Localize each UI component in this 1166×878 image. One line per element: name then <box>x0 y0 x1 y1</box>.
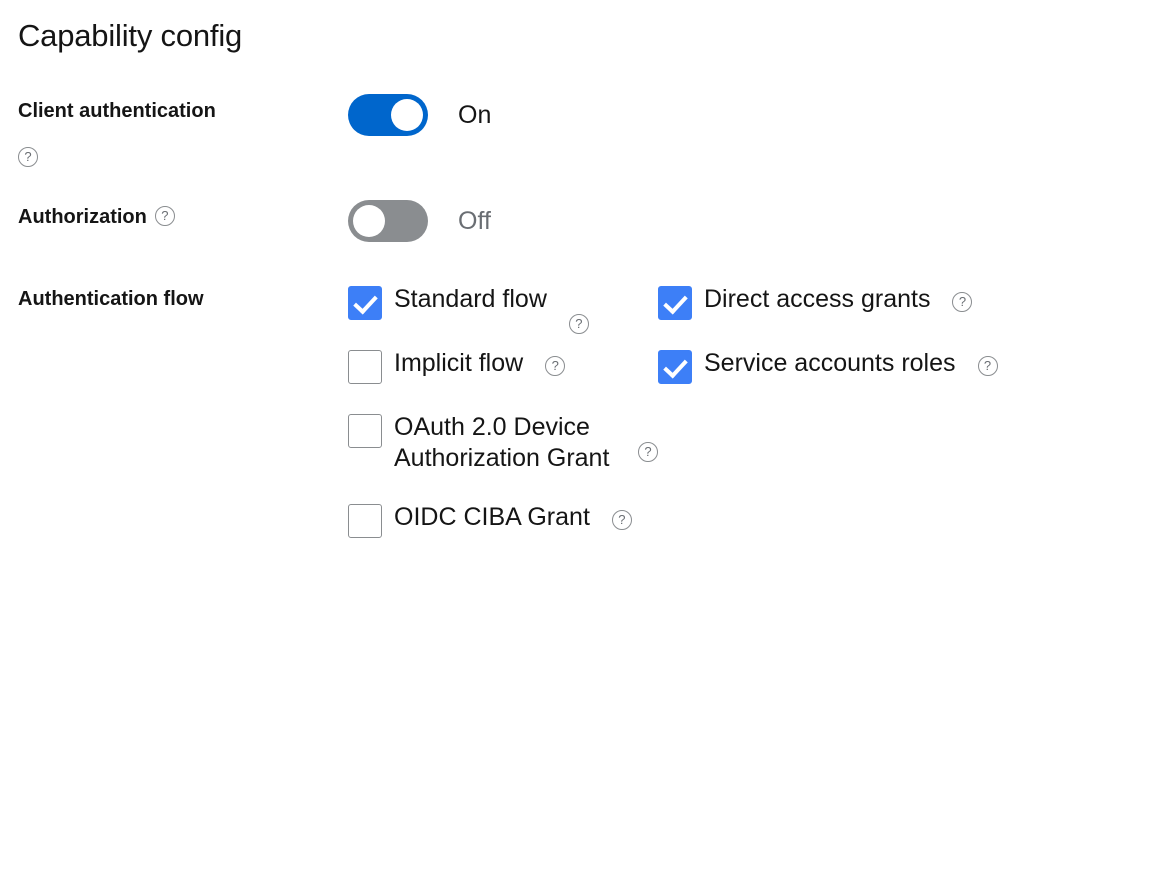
help-circle-icon[interactable] <box>155 206 175 226</box>
client-authentication-row <box>18 94 1146 166</box>
authorization-row <box>18 200 1146 242</box>
help-circle-icon[interactable] <box>952 292 972 312</box>
client-authentication-label <box>18 94 348 166</box>
direct-access-grants-label: Direct access grants <box>704 285 931 313</box>
help-circle-icon[interactable] <box>18 147 38 167</box>
authorization-label-text: Authorization <box>18 206 147 228</box>
authentication-flow-label-text: Authentication flow <box>18 288 204 310</box>
implicit-flow-checkbox[interactable] <box>348 350 382 384</box>
authorization-control <box>348 200 491 242</box>
checkbox-item-direct-access-grants[interactable] <box>658 276 1146 340</box>
authorization-toggle-label: Off <box>458 207 491 235</box>
help-glyph: ? <box>983 358 992 373</box>
authentication-flow-options <box>348 276 1146 558</box>
standard-flow-checkbox[interactable] <box>348 286 382 320</box>
oidc-ciba-grant-checkbox[interactable] <box>348 504 382 538</box>
help-glyph: ? <box>161 208 169 223</box>
client-authentication-toggle[interactable] <box>348 94 428 136</box>
oauth-device-authorization-grant-checkbox[interactable] <box>348 414 382 448</box>
help-glyph: ? <box>575 316 583 331</box>
oidc-ciba-grant-label: OIDC CIBA Grant <box>394 503 590 531</box>
authorization-toggle[interactable] <box>348 200 428 242</box>
oauth-device-authorization-grant-label: OAuth 2.0 Device Authorization Grant <box>394 413 610 472</box>
help-glyph: ? <box>551 358 559 373</box>
spacer-cell <box>658 494 1146 558</box>
help-circle-icon[interactable] <box>612 510 632 530</box>
authentication-flow-label <box>18 276 348 312</box>
help-glyph: ? <box>958 294 967 309</box>
client-authentication-help-wrap <box>18 140 348 166</box>
authorization-label <box>18 200 348 230</box>
client-authentication-toggle-label: On <box>458 101 492 129</box>
toggle-knob <box>353 205 385 237</box>
spacer-cell <box>658 404 1146 494</box>
checkbox-item-implicit-flow[interactable] <box>348 340 658 404</box>
help-circle-icon[interactable] <box>569 314 589 334</box>
service-accounts-roles-label: Service accounts roles <box>704 349 956 377</box>
implicit-flow-label: Implicit flow <box>394 349 524 377</box>
help-glyph: ? <box>618 512 626 527</box>
help-circle-icon[interactable] <box>978 356 998 376</box>
page-title: Capability config <box>18 18 243 53</box>
client-authentication-control <box>348 94 491 136</box>
direct-access-grants-checkbox[interactable] <box>658 286 692 320</box>
service-accounts-roles-checkbox[interactable] <box>658 350 692 384</box>
checkbox-item-service-accounts-roles[interactable] <box>658 340 1146 404</box>
toggle-knob <box>391 99 423 131</box>
standard-flow-label: Standard flow <box>394 285 547 313</box>
client-authentication-label-text: Client authentication <box>18 100 216 122</box>
help-circle-icon[interactable] <box>545 356 565 376</box>
help-glyph: ? <box>644 444 652 459</box>
checkbox-item-standard-flow[interactable] <box>348 276 658 340</box>
authentication-flow-grid <box>348 276 1146 558</box>
help-glyph: ? <box>24 148 32 164</box>
checkbox-item-oidc-ciba-grant[interactable] <box>348 494 658 558</box>
checkbox-item-oauth-device-authorization-grant[interactable] <box>348 404 658 494</box>
help-circle-icon[interactable] <box>638 442 658 462</box>
authentication-flow-row <box>18 276 1146 558</box>
